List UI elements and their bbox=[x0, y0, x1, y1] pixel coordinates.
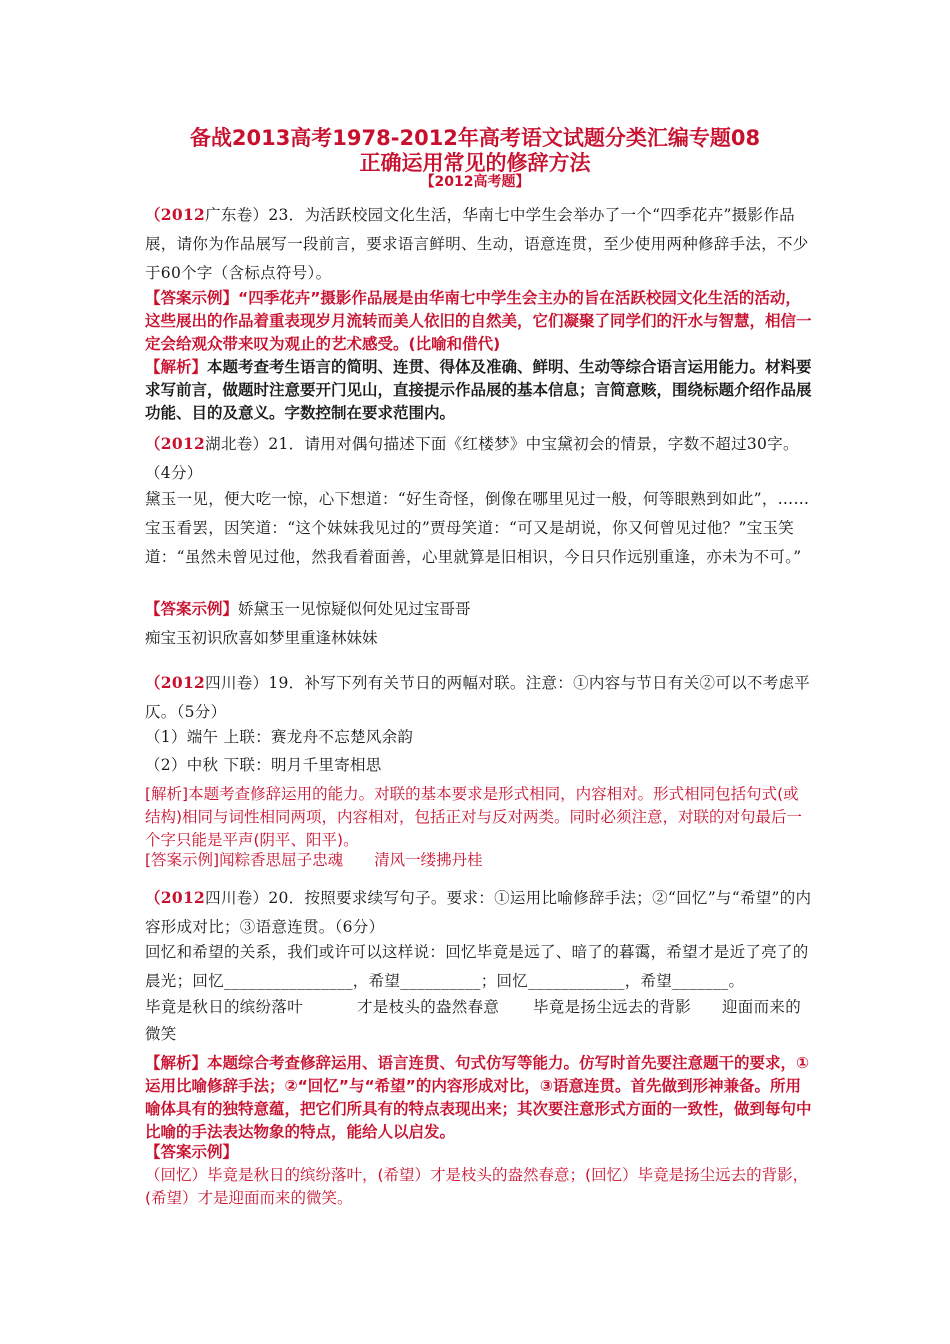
q2-answer-line2: 痴宝玉初识欣喜如梦里重逢林妹妹 bbox=[145, 629, 378, 647]
q1-analysis bbox=[145, 356, 813, 425]
q4-analysis bbox=[145, 1052, 813, 1144]
q1-answer-label: 【答案示例】 bbox=[145, 289, 239, 307]
q2-year: （2012 bbox=[145, 434, 206, 453]
q1-answer-text: “四季花卉”摄影作品展是由华南七中学生会主办的旨在活跃校园文化生活的活动， 这些展出的作品着重表现岁月流转而美人依旧的自然美，它们凝聚了同学们的汗水与智慧，相信一定会给观众带来叹为观止的艺术感受。(比喻和借代) bbox=[145, 289, 812, 353]
q4-year: （2012 bbox=[145, 888, 206, 907]
q2-text: 湖北卷）21．请用对偶句描述下面《红楼梦》中宝黛初会的情景，字数不超过30字。（4分） bbox=[145, 435, 799, 482]
q4-analysis-text: 本题综合考查修辞运用、语言连贯、句式仿写等能力。仿写时首先要注意题干的要求，①运用比喻修辞手法；②“回忆”与“希望”的内容形成对比，③语意连贯。首先做到形神兼备。所用喻体具有的独特意蕴，把它们所具有的特点表现出来；其次要注意形式方面的一致性，做到每句中比喻的手法表达物象的特点，能给人以启发。 bbox=[145, 1054, 812, 1141]
q3-item1: （1）端午 上联：赛龙舟不忘楚风余韵 bbox=[145, 728, 414, 746]
q4-text: 四川卷）20．按照要求续写句子。要求：①运用比喻修辞手法；②“回忆”与“希望”的内容形成对比；③语意连贯。（6分） bbox=[145, 889, 812, 936]
q1-answer bbox=[145, 287, 813, 356]
q4-fill5: 微笑 bbox=[145, 1025, 177, 1043]
q3-year: （2012 bbox=[145, 673, 206, 692]
q4-passage: 回忆和希望的关系，我们或许可以这样说：回忆毕竟是远了、暗了的暮霭，希望才是近了亮了的晨光；回忆________________，希望__________；回忆____________，希望_______。 bbox=[145, 943, 809, 990]
q2-answer-line1: 娇黛玉一见惊疑似何处见过宝哥哥 bbox=[238, 600, 471, 618]
q2-question bbox=[145, 429, 813, 488]
q3-item2: （2）中秋 下联：明月千里寄相思 bbox=[145, 756, 382, 774]
q3-analysis bbox=[145, 783, 813, 852]
q4-fill3: 毕竟是扬尘远去的背影 bbox=[533, 998, 692, 1016]
q4-fill1: 毕竟是秋日的缤纷落叶 bbox=[145, 998, 304, 1016]
q1-analysis-label: 【解析】 bbox=[145, 358, 208, 376]
q4-fill4: 迎面而来的 bbox=[722, 998, 802, 1016]
q3-question bbox=[145, 668, 813, 727]
q3-answer-label: [答案示例] bbox=[145, 851, 220, 869]
q3-analysis-text: 本题考查修辞运用的能力。对联的基本要求是形式相同，内容相对。形式相同包括句式(或结构)相同与词性相同两项，内容相对，包括正对与反对两类。同时必须注意，对联的对句最后一个字只能是平声(阴平、阳平)。 bbox=[145, 785, 803, 849]
q2-passage: 黛玉一见，便大吃一惊，心下想道：“好生奇怪，倒像在哪里见过一般，何等眼熟到如此”，……宝玉看罢，因笑道：“这个妹妹我见过的”贾母笑道：“可又是胡说，你又何曾见过他？”宝玉笑道：“虽然未曾见过他，然我看着面善，心里就算是旧相识，今日只作远别重逢，亦未为不可。” bbox=[145, 490, 810, 566]
q1-question bbox=[145, 200, 813, 288]
q4-fill2: 才是枝头的盎然春意 bbox=[357, 998, 500, 1016]
q3-text: 四川卷）19．补写下列有关节日的两幅对联。注意：①内容与节日有关②可以不考虑平仄。（5分） bbox=[145, 674, 811, 721]
q2-answer-label: 【答案示例】 bbox=[145, 600, 239, 618]
q1-analysis-text: 本题考查考生语言的简明、连贯、得体及准确、鲜明、生动等综合语言运用能力。材料要求写前言，做题时注意要开门见山，直接提示作品展的基本信息；言简意赅，围绕标题介绍作品展功能、目的及意义。字数控制在要求范围内。 bbox=[145, 358, 812, 422]
q4-question bbox=[145, 883, 813, 942]
q4-answer-text: （回忆）毕竟是秋日的缤纷落叶，(希望）才是枝头的盎然春意；(回忆）毕竟是扬尘远去的背影，(希望）才是迎面而来的微笑。 bbox=[145, 1166, 809, 1207]
doc-section-label: 【2012高考题】 bbox=[420, 174, 530, 190]
q2-answer bbox=[145, 595, 813, 624]
q3-answer-text: 闻粽香思屈子忠魂 清风一缕拂丹桂 bbox=[219, 851, 483, 869]
q4-fill-row bbox=[145, 993, 813, 1022]
q4-answer-label: 【答案示例】 bbox=[145, 1143, 239, 1161]
q1-year: （2012 bbox=[145, 205, 206, 224]
q1-text: 广东卷）23．为活跃校园文化生活，华南七中学生会举办了一个“四季花卉”摄影作品展，请你为作品展写一段前言，要求语言鲜明、生动，语意连贯，至少使用两种修辞手法，不少于60个字（含标点符号）。 bbox=[145, 206, 809, 282]
q3-answer bbox=[145, 849, 813, 872]
doc-subtitle: 正确运用常见的修辞方法 bbox=[359, 151, 591, 175]
doc-title: 备战2013高考1978-2012年高考语文试题分类汇编专题08 bbox=[189, 126, 761, 150]
q4-analysis-label: 【解析】 bbox=[145, 1054, 208, 1072]
q3-analysis-label: [解析] bbox=[145, 785, 189, 803]
